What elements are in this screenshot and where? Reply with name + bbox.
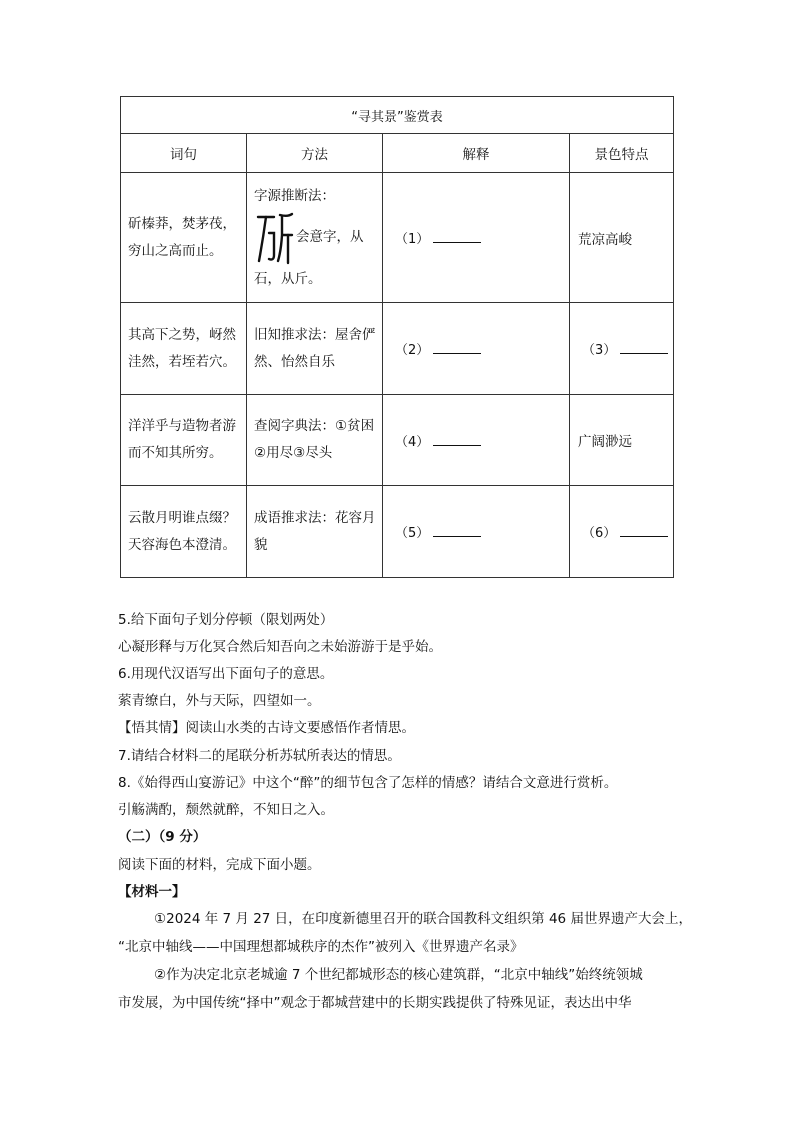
header-sentence: 词句 — [121, 134, 247, 173]
answer-blank-5[interactable]: （5） — [383, 522, 569, 541]
question-6: 6.用现代汉语写出下面句子的意思。 — [118, 666, 334, 682]
sentence-cell: 斫榛莽，焚茅茷，穷山之高而止。 — [128, 215, 236, 259]
table-header-row — [121, 134, 674, 173]
sentence-cell: 云散月明谁点缀？天容海色本澄清。 — [128, 509, 236, 553]
reading-instruction: 阅读下面的材料，完成下面小题。 — [118, 857, 321, 873]
table-title: “寻其景”鉴赏表 — [121, 97, 674, 134]
table-row — [121, 486, 674, 578]
method-suffix: 会意字，从 — [296, 229, 364, 245]
table-row — [121, 303, 674, 395]
header-explanation: 解释 — [383, 134, 570, 173]
answer-blank-1[interactable]: （1） — [383, 228, 569, 247]
header-method: 方法 — [247, 134, 383, 173]
method-cell: 成语推求法：花容月貌 — [254, 509, 376, 553]
answer-blank-6[interactable]: （6） — [570, 522, 673, 541]
appreciation-table — [120, 96, 674, 578]
sentence-cell: 洋洋乎与造物者游而不知其所穷。 — [128, 418, 236, 461]
method-tail: 石，从斤。 — [254, 270, 322, 287]
method-cell — [247, 183, 382, 293]
paragraph-1-line-2: “北京中轴线——中国理想都城秩序的杰作”被列入《世界遗产名录》 — [118, 939, 524, 955]
method-cell: 查阅字典法：①贫困②用尽③尽头 — [254, 418, 375, 461]
answer-blank-3[interactable]: （3） — [570, 339, 673, 358]
material-1-heading: 【材料一】 — [118, 884, 186, 900]
section-heading: （二）（9 分） — [118, 829, 207, 845]
paragraph-1-line-1: ①2024 年 7 月 27 日，在印度新德里召开的联合国教科文组织第 46 届世界遗产大会上， — [154, 911, 692, 927]
table-row — [121, 173, 674, 303]
paragraph-2-line-2: 市发展，为中国传统“择中”观念于都城营建中的长期实践提供了特殊见证，表达出中华 — [118, 995, 632, 1011]
question-5: 5.给下面句子划分停顿（限划两处） — [118, 612, 334, 628]
feature-cell: 广阔渺远 — [578, 434, 632, 450]
answer-blank-4[interactable]: （4） — [383, 431, 569, 450]
feature-cell: 荒凉高峻 — [578, 231, 632, 248]
paragraph-2-line-1: ②作为决定北京老城逾 7 个世纪都城形态的核心建筑群，“北京中轴线”始终统领城 — [154, 967, 643, 983]
table-row — [121, 395, 674, 486]
sentence-cell: 其高下之势，岈然洼然，若垤若穴。 — [128, 326, 236, 370]
seal-script-glyph-icon — [254, 211, 296, 265]
question-8: 8.《始得西山宴游记》中这个“醉”的细节包含了怎样的情感？请结合文意进行赏析。 — [118, 775, 618, 791]
question-7: 7.请结合材料二的尾联分析苏轼所表达的情思。 — [118, 748, 401, 764]
section-wu-qi-qing: 【悟其情】阅读山水类的古诗文要感悟作者情思。 — [118, 720, 415, 736]
method-prefix: 字源推断法： — [254, 187, 335, 204]
method-cell: 旧知推求法：屋舍俨然、怡然自乐 — [254, 326, 376, 370]
answer-blank-2[interactable]: （2） — [383, 339, 569, 358]
question-5-sentence: 心凝形释与万化冥合然后知吾向之未始游游于是乎始。 — [118, 639, 442, 655]
question-6-sentence: 萦青缭白，外与天际，四望如一。 — [118, 693, 321, 709]
question-8-sentence: 引觞满酌，颓然就醉，不知日之入。 — [118, 802, 334, 818]
header-feature: 景色特点 — [570, 134, 674, 173]
